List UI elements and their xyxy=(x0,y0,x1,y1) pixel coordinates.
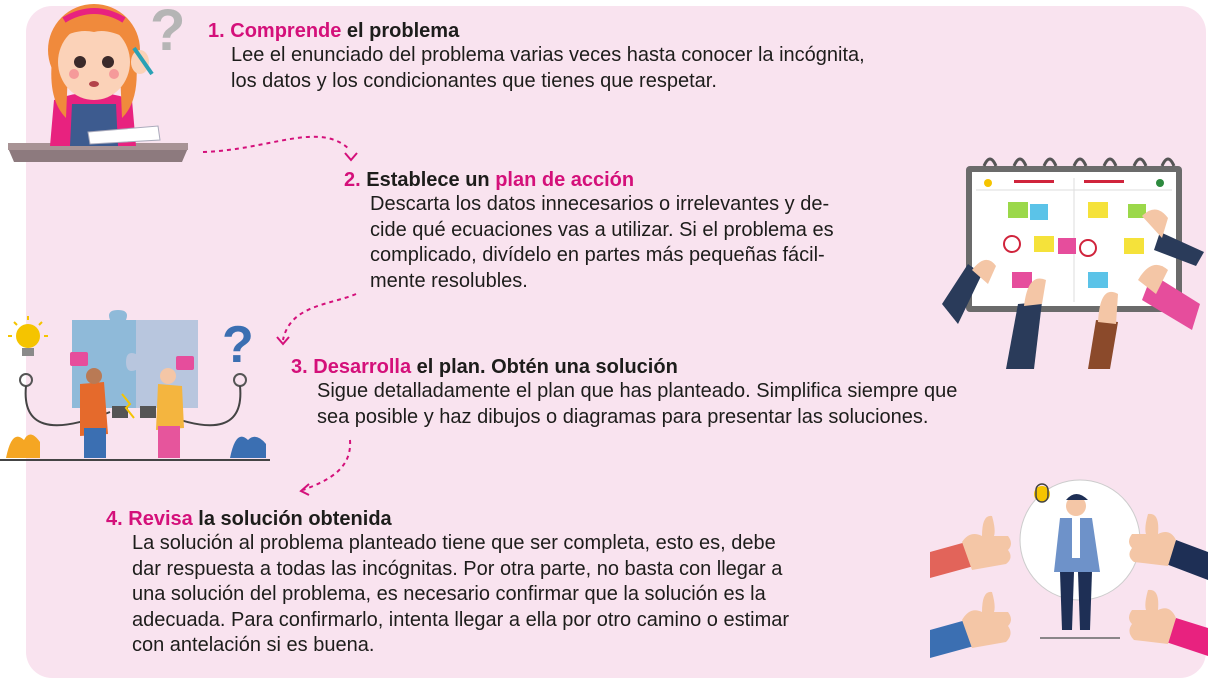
step-4-line-2: dar respuesta a todas las incógnitas. Por otra parte, no basta con llegar a xyxy=(132,557,783,580)
question-mark-glyph: ? xyxy=(150,0,186,63)
step-4-line-3: una solución del problema, es necesario confirmar que la solución es la xyxy=(132,583,766,605)
step-2-title-pre: Establece un xyxy=(366,169,496,191)
step-3-number: 3. xyxy=(291,356,308,378)
thumbs-up-presenter-icon xyxy=(930,480,1208,662)
svg-text:?: ? xyxy=(222,316,254,374)
step-4-line-4: adecuada. Para confirmarlo, intenta llegar a ella por otro camino o estimar xyxy=(132,608,790,631)
step-4-highlight: Revisa xyxy=(128,508,193,530)
step-3-line-1: Sigue detalladamente el plan que has planteado. Simplifica siempre que xyxy=(317,380,958,402)
arrow-1-to-2 xyxy=(203,137,350,152)
arrow-3-to-4 xyxy=(303,440,350,490)
step-2-line-4: mente resolubles. xyxy=(370,269,528,292)
step-1-line-2: los datos y los condicionantes que tienes que respetar. xyxy=(231,69,717,92)
girl-thinking-icon xyxy=(8,0,190,165)
step-3-title-rest: el plan. Obtén una solución xyxy=(411,356,678,378)
step-2-line-1: Descarta los datos innecesarios o irrelevantes y de- xyxy=(370,193,830,215)
puzzle-plug-icon xyxy=(0,308,272,468)
step-2-number: 2. xyxy=(344,169,361,191)
arrow-2-to-3 xyxy=(283,294,356,340)
step-1-title-rest: el problema xyxy=(341,20,460,42)
step-4-title-rest: la solución obtenida xyxy=(192,508,392,530)
step-4-line-1: La solución al problema planteado tiene que ser completa, esto es, debe xyxy=(132,532,776,554)
step-4-line-5: con antelación si es buena. xyxy=(132,634,375,656)
step-4-number: 4. xyxy=(106,508,123,530)
step-3-highlight: Desarrolla xyxy=(313,356,412,378)
step-1-number: 1. xyxy=(208,20,225,42)
step-2-line-3: complicado, divídelo en partes más pequeñas fácil- xyxy=(370,244,825,266)
step-2-line-2: cide qué ecuaciones vas a utilizar. Si el problema es xyxy=(370,218,834,241)
step-3-line-2: sea posible y haz dibujos o diagramas para presentar las soluciones. xyxy=(317,405,929,428)
step-2-highlight: plan de acción xyxy=(495,169,635,191)
step-1-line-1: Lee el enunciado del problema varias veces hasta conocer la incógnita, xyxy=(231,44,865,66)
planning-board-icon xyxy=(942,154,1207,369)
step-1-highlight: Comprende xyxy=(230,20,342,42)
